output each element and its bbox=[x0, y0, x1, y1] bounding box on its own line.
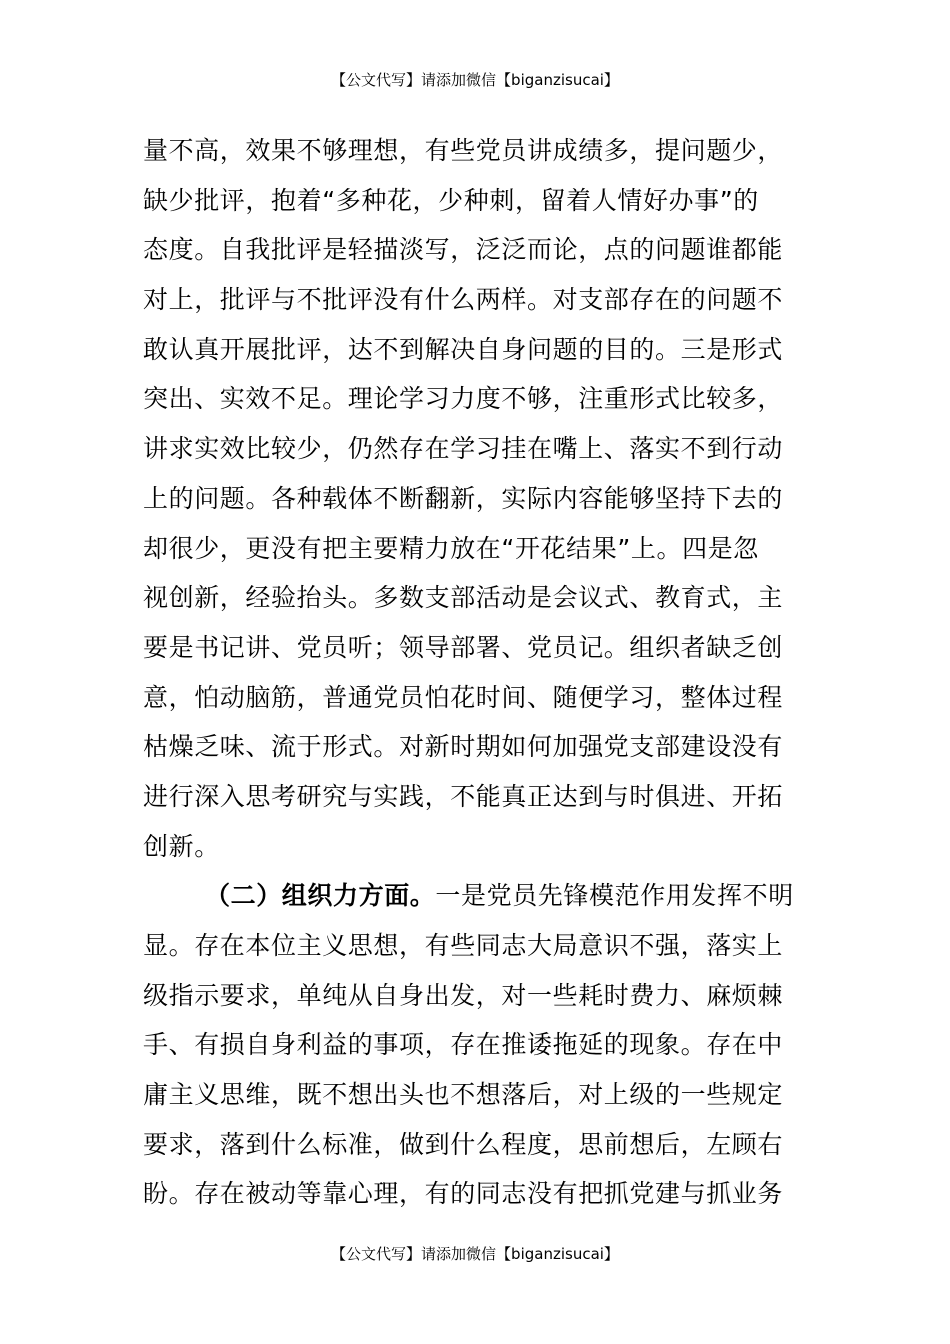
page-header: 【公文代写】请添加微信【biganzisucai】 bbox=[331, 71, 619, 89]
body-line-2: 缺少批评，抱着“多种花，少种刺，留着人情好办事”的 bbox=[143, 185, 759, 215]
section-line-5: 要求，落到什么标准，做到什么程度，思前想后，左顾右 bbox=[143, 1129, 784, 1159]
section-line-4: 庸主义思维，既不想出头也不想落后，对上级的一些规定 bbox=[143, 1080, 784, 1110]
body-line-14: 进行深入思考研究与实践，不能真正达到与时俱进、开拓 bbox=[143, 781, 784, 811]
body-line-11: 要是书记讲、党员听；领导部署、党员记。组织者缺乏创 bbox=[143, 632, 784, 662]
body-line-13: 枯燥乏味、流于形式。对新时期如何加强党支部建设没有 bbox=[143, 732, 784, 762]
body-line-4: 对上，批评与不批评没有什么两样。对支部存在的问题不 bbox=[143, 285, 784, 315]
body-line-10: 视创新，经验抬头。多数支部活动是会议式、教育式，主 bbox=[143, 583, 784, 613]
section-first-line-text: 一是党员先锋模范作用发挥不明 bbox=[435, 881, 794, 911]
body-line-8: 上的问题。各种载体不断翻新，实际内容能够坚持下去的 bbox=[143, 483, 784, 513]
section-line-6: 盼。存在被动等靠心理，有的同志没有把抓党建与抓业务 bbox=[143, 1179, 784, 1209]
body-line-1: 量不高，效果不够理想，有些党员讲成绩多，提问题少， bbox=[143, 136, 784, 165]
body-line-9: 却很少，更没有把主要精力放在“开花结果”上。四是忽 bbox=[143, 533, 759, 563]
section-line-1: 显。存在本位主义思想，有些同志大局意识不强，落实上 bbox=[143, 931, 784, 960]
section-heading: （二）组织力方面。 bbox=[205, 881, 436, 911]
page-footer: 【公文代写】请添加微信【biganzisucai】 bbox=[331, 1245, 619, 1263]
section-line-3: 手、有损自身利益的事项，存在推诿拖延的现象。存在中 bbox=[143, 1030, 784, 1060]
body-line-15: 创新。 bbox=[143, 831, 220, 861]
document-body bbox=[143, 126, 807, 1219]
body-line-7: 讲求实效比较少，仍然存在学习挂在嘴上、落实不到行动 bbox=[143, 434, 784, 464]
body-line-5: 敢认真开展批评，达不到解决自身问题的目的。三是形式 bbox=[143, 334, 784, 364]
body-line-12: 意，怕动脑筋，普通党员怕花时间、随便学习，整体过程 bbox=[143, 682, 784, 712]
section-first-line bbox=[143, 871, 807, 921]
body-line-3: 态度。自我批评是轻描淡写，泛泛而论，点的问题谁都能 bbox=[143, 235, 784, 265]
section-line-2: 级指示要求，单纯从自身出发，对一些耗时费力、麻烦棘 bbox=[143, 980, 784, 1010]
body-line-6: 突出、实效不足。理论学习力度不够，注重形式比较多， bbox=[143, 384, 784, 414]
